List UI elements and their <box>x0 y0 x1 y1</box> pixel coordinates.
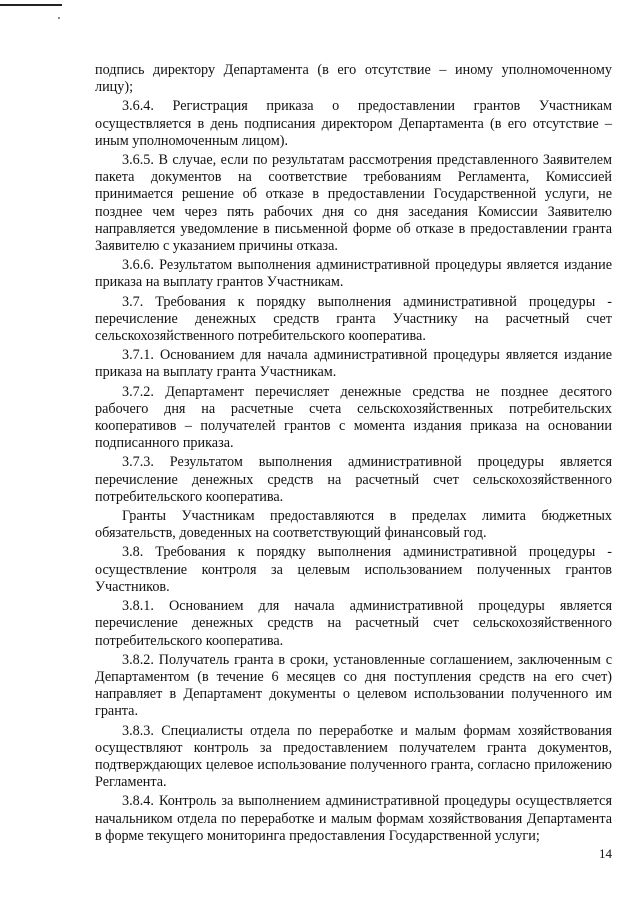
document-body <box>95 62 612 847</box>
paragraph-3-8-4: 3.8.4. Контроль за выполнением административной процедуры осуществляется начальником отдела по переработке и малым формам хозяйствования Департамента в форме текущего мониторинга предоставления Государственной услуги; <box>95 793 612 844</box>
page-number: 14 <box>599 846 612 861</box>
paragraph-3-6-4: 3.6.4. Регистрация приказа о предоставлении грантов Участникам осуществляется в день подписания директором Департамента (в его отсутствие – иным уполномоченным лицом). <box>95 98 612 149</box>
paragraph-3-8-3: 3.8.3. Специалисты отдела по переработке и малым формам хозяйствования осуществляют контроль за предоставлением получателем гранта документов, подтверждающих целевое использование полученного гранта, согласно приложению Регламента. <box>95 722 612 791</box>
paragraph-3-8: 3.8. Требования к порядку выполнения административной процедуры - осуществление контроля за целевым использованием полученных грантов Участников. <box>95 544 612 595</box>
paragraph-3-6-6: 3.6.6. Результатом выполнения административной процедуры является издание приказа на выплату грантов Участникам. <box>95 257 612 291</box>
paragraph-3-7-1: 3.7.1. Основанием для начала административной процедуры является издание приказа на выплату гранта Участникам. <box>95 347 612 381</box>
paragraph-3-7-2: 3.7.2. Департамент перечисляет денежные средства не позднее десятого рабочего дня на расчетные счета сельскохозяйственных потребительских кооперативов – получателей грантов с момента издания приказа на основании подписанного приказа. <box>95 383 612 452</box>
paragraph-grants-limit: Гранты Участникам предоставляются в пределах лимита бюджетных обязательств, доведенных на соответствующий финансовый год. <box>95 508 612 542</box>
paragraph-3-7-3: 3.7.3. Результатом выполнения административной процедуры является перечисление денежных средств на расчетный счет сельскохозяйственного потребительского кооператива. <box>95 454 612 505</box>
scan-artifact-line <box>0 4 62 6</box>
paragraph-3-8-2: 3.8.2. Получатель гранта в сроки, установленные соглашением, заключенным с Департаментом (в течение 6 месяцев со дня поступления средств на его счет) направляет в Департамент документы о целевом использовании полученного им гранта. <box>95 651 612 720</box>
scan-artifact-speck <box>58 17 60 19</box>
paragraph-3-7: 3.7. Требования к порядку выполнения административной процедуры - перечисление денежных средств гранта Участнику на расчетный счет сельскохозяйственного потребительского кооператива. <box>95 293 612 345</box>
paragraph-3-8-1: 3.8.1. Основанием для начала административной процедуры является перечисление денежных средств на расчетный счет сельскохозяйственного потребительского кооператива. <box>95 598 612 649</box>
paragraph-continuation: подпись директору Департамента (в его отсутствие – иному уполномоченному лицу); <box>95 62 612 96</box>
paragraph-3-6-5: 3.6.5. В случае, если по результатам рассмотрения представленного Заявителем пакета документов на соответствие требованиям Регламента, Комиссией принимается решение об отказе в предоставлении Государственной услуги, не позднее чем через пять рабочих дня со дня заседания Комиссии Заявителю направляется уведомление в письменной форме об отказе в предоставлении гранта Заявителю с указанием причины отказа. <box>95 152 612 255</box>
